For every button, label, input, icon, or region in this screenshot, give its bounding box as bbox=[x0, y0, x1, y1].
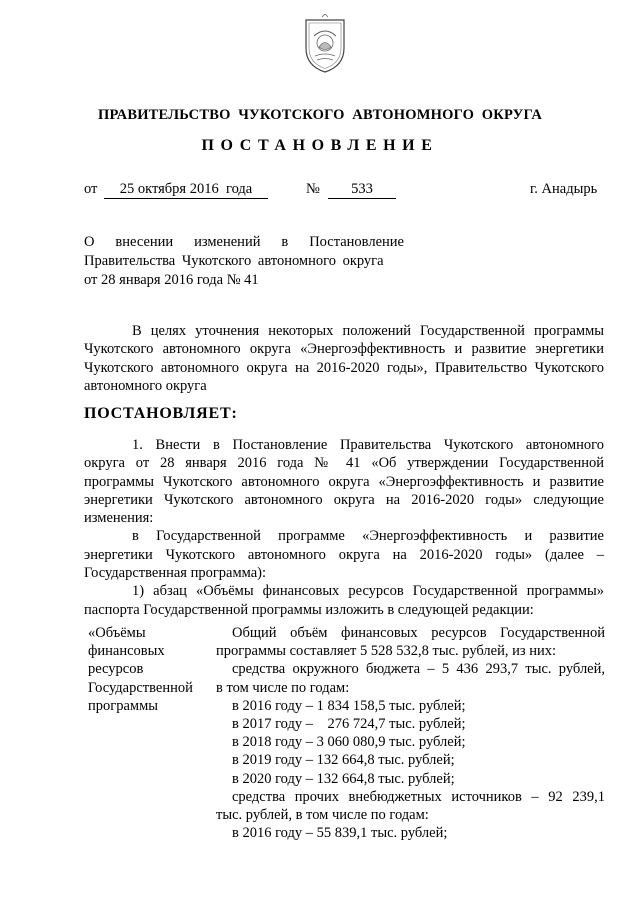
subject-line-2: Правительства Чукотского автономного округа bbox=[84, 253, 384, 269]
table-left-line: финансовых bbox=[88, 643, 165, 660]
table-right-line: в 2016 году – 1 834 158,5 тыс. рублей; bbox=[232, 697, 466, 714]
government-title: ПРАВИТЕЛЬСТВО ЧУКОТСКОГО АВТОНОМНОГО ОКРУГА bbox=[97, 107, 543, 123]
table-right-line: Общий объём финансовых ресурсов Государственной bbox=[232, 625, 605, 641]
subject-line-1: О внесении изменений в Постановление bbox=[84, 234, 404, 250]
city: г. Анадырь bbox=[530, 181, 598, 197]
date-from-label: от bbox=[84, 181, 98, 197]
table-right-line: средства прочих внебюджетных источников – 92 239,1 bbox=[232, 788, 605, 805]
table-left-line: «Объёмы bbox=[88, 625, 146, 641]
table-right-line: программы составляет 5 528 532,8 тыс. рублей, из них: bbox=[216, 643, 556, 660]
table-right-line: тыс. рублей, в том числе по годам: bbox=[216, 807, 429, 824]
item-1: 1. Внести в Постановление Правительства Чукотского автономного округа от 28 января 2016 года № 41 «Об утверждении Государственной программы Чукотского автономного округа «Энергоэффективность и развитие энергетики Чукотского автономного округа на 2016-2020 годы» следующие изменения: в Государственной программе «Энергоэффективность и развитие энергетики Чукотского автономного округа на 2016-2020 годы» (далее – Государственная программа): 1) абзац «Объёмы финансовых ресурсов Государственной программы» паспорта Государственной программы изложить в следующей редакции: bbox=[84, 437, 604, 618]
subject-line-3: от 28 января 2016 года № 41 bbox=[84, 272, 259, 288]
preamble: В целях уточнения некоторых положений Государственной программы Чукотского автономного округа «Энергоэффективность и развитие энергетики Чукотского автономного округа на 2016-2020 годы», Правительство Чукотского автономного округа bbox=[84, 323, 604, 394]
table-left-line: ресурсов bbox=[88, 661, 144, 678]
table-right-line: средства окружного бюджета – 5 436 293,7 тыс. рублей, bbox=[232, 661, 605, 678]
coat-of-arms-icon bbox=[300, 14, 350, 76]
table-right-line: в 2017 году – 276 724,7 тыс. рублей; bbox=[232, 716, 466, 733]
table-right-line: в 2019 году – 132 664,8 тыс. рублей; bbox=[232, 752, 455, 769]
document-type: ПОСТАНОВЛЕНИЕ bbox=[201, 137, 439, 154]
table-right-line: в 2018 году – 3 060 080,9 тыс. рублей; bbox=[232, 734, 466, 751]
decree-subject bbox=[84, 233, 404, 290]
decree-number: 533 bbox=[328, 181, 396, 199]
table-right-line: в 2016 году – 55 839,1 тыс. рублей; bbox=[232, 825, 448, 842]
number-label: № bbox=[306, 181, 320, 197]
table-left-line: программы bbox=[88, 697, 158, 714]
resolve-heading: ПОСТАНОВЛЯЕТ: bbox=[84, 405, 238, 422]
table-left-line: Государственной bbox=[88, 679, 193, 696]
table-right-line: в 2020 году – 132 664,8 тыс. рублей; bbox=[232, 770, 455, 787]
table-left-column bbox=[88, 624, 228, 715]
table-right-line: в том числе по годам: bbox=[216, 679, 350, 696]
decree-date: 25 октября 2016 года bbox=[104, 181, 268, 199]
table-right-column bbox=[216, 624, 605, 842]
